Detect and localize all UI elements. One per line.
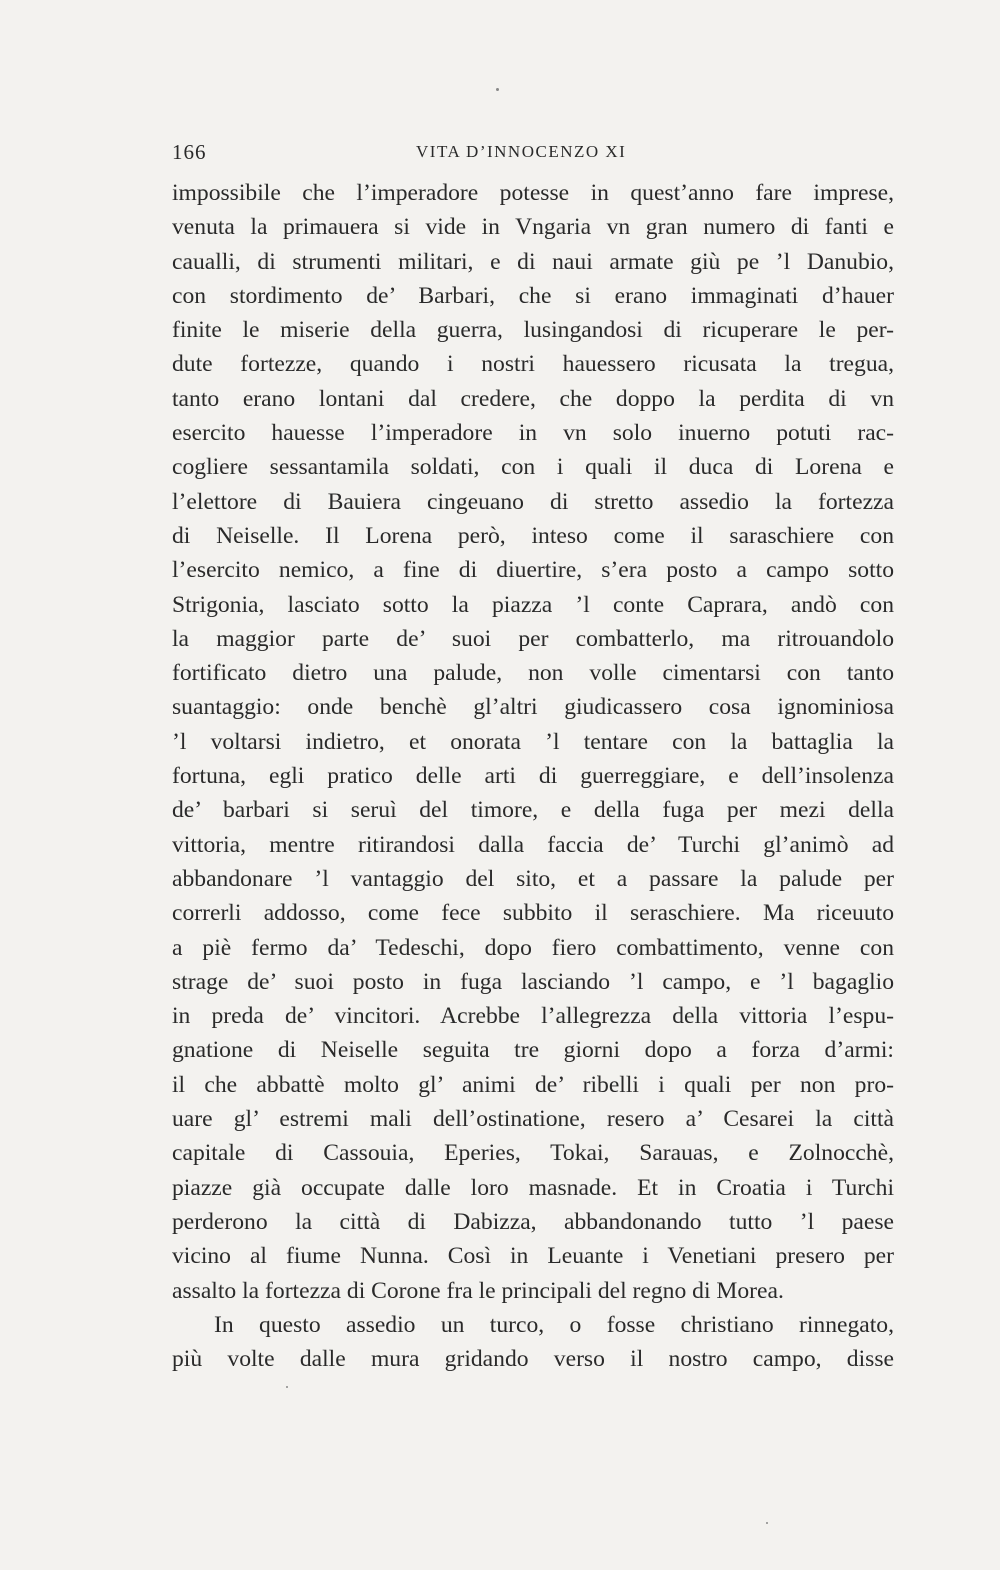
text-line: capitale di Cassouia, Eperies, Tokai, Sarauas, e Zolnocchè, (172, 1140, 894, 1167)
text-line: la maggior parte de’ suoi per combatterlo, ma ritrouandolo (172, 625, 894, 652)
text-line: con stordimento de’ Barbari, che si erano immaginati d’hauer (172, 282, 894, 309)
text-line: piazze già occupate dalle loro masnade. Et in Croatia i Turchi (172, 1174, 894, 1201)
text-line: l’esercito nemico, a fine di diuertire, s’era posto a campo sotto (172, 557, 894, 584)
text-line: correrli addosso, come fece subbito il seraschiere. Ma riceuuto (172, 900, 894, 927)
running-title: VITA D’INNOCENZO XI (416, 142, 627, 161)
paper-speck (286, 1386, 288, 1388)
paper-speck (766, 1522, 768, 1524)
text-line: impossibile che l’imperadore potesse in quest’anno fare imprese, (172, 180, 894, 206)
text-line: a piè fermo da’ Tedeschi, dopo fiero combattimento, venne con (172, 934, 894, 961)
text-line: de’ barbari si seruì del timore, e della fuga per mezi della (172, 797, 894, 824)
text-line: venuta la primauera si vide in Vngaria vn gran numero di fanti e (172, 214, 894, 241)
text-line: fortuna, egli pratico delle arti di guerreggiare, e dell’insolenza (172, 763, 894, 790)
text-line: finite le miserie della guerra, lusingandosi di ricuperare le per- (172, 317, 894, 344)
paper-speck (496, 88, 499, 91)
running-head (172, 140, 894, 170)
text-line: perderono la città di Dabizza, abbandonando tutto ’l paese (172, 1208, 894, 1235)
text-line: in preda de’ vincitori. Acrebbe l’allegrezza della vittoria l’espu- (172, 1003, 894, 1030)
text-line: l’elettore di Bauiera cingeuano di stretto assedio la fortezza (172, 488, 894, 515)
text-line: tanto erano lontani dal credere, che doppo la perdita di vn (172, 385, 894, 412)
text-line: cogliere sessantamila soldati, con i quali il duca di Lorena e (172, 454, 894, 481)
text-line: più volte dalle mura gridando verso il nostro campo, disse (172, 1346, 894, 1373)
text-line: Strigonia, lasciato sotto la piazza ’l conte Caprara, andò con (172, 591, 894, 618)
text-line: gnatione di Neiselle seguita tre giorni dopo a forza d’armi: (172, 1037, 894, 1064)
page-number: 166 (172, 140, 207, 164)
text-line: assalto la fortezza di Corone fra le principali del regno di Morea. (172, 1277, 784, 1304)
text-line: vicino al fiume Nunna. Così in Leuante i Venetiani presero per (172, 1243, 894, 1270)
text-line: dute fortezze, quando i nostri hauessero ricusata la tregua, (172, 351, 894, 378)
text-line: fortificato dietro una palude, non volle cimentarsi con tanto (172, 660, 894, 687)
text-line: ’l voltarsi indietro, et onorata ’l tentare con la battaglia la (172, 728, 894, 755)
text-line: esercito hauesse l’imperadore in vn solo inuerno potuti rac- (172, 420, 894, 447)
text-line: In questo assedio un turco, o fosse christiano rinnegato, (214, 1311, 894, 1338)
text-line: caualli, di strumenti militari, e di naui armate giù pe ’l Danubio, (172, 248, 894, 275)
text-line: uare gl’ estremi mali dell’ostinatione, resero a’ Cesarei la città (172, 1106, 894, 1133)
text-line: strage de’ suoi posto in fuga lasciando ’l campo, e ’l bagaglio (172, 968, 894, 995)
text-line: di Neiselle. Il Lorena però, inteso come il saraschiere con (172, 522, 894, 549)
text-line: il che abbattè molto gl’ animi de’ ribelli i quali per non pro- (172, 1071, 894, 1098)
text-line: vittoria, mentre ritirandosi dalla faccia de’ Turchi gl’animò ad (172, 831, 894, 858)
body-text (172, 176, 894, 1376)
text-line: abbandonare ’l vantaggio del sito, et a passare la palude per (172, 865, 894, 892)
text-line: suantaggio: onde benchè gl’altri giudicassero cosa ignominiosa (172, 694, 894, 721)
